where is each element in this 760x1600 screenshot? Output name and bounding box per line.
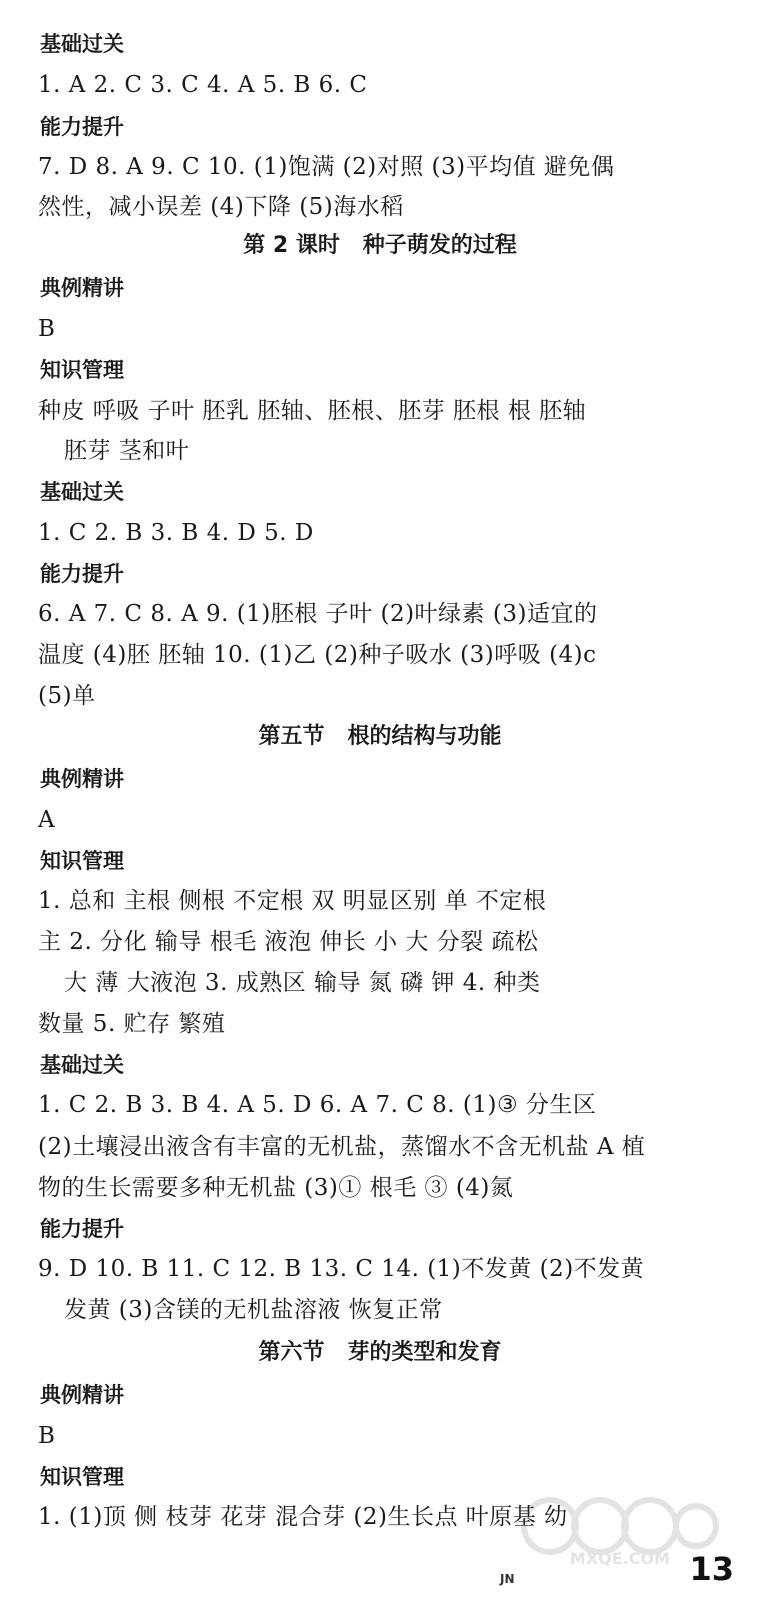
answer-line: 1. C 2. B 3. B 4. D 5. D [38, 520, 314, 546]
watermark-text: MXQE.COM [569, 1549, 671, 1568]
answer-line: 1. 总和 主根 侧根 不定根 双 明显区别 单 不定根 [38, 888, 547, 914]
section-title: 第六节 芽的类型和发育 [258, 1340, 502, 1365]
answer-line: 大 薄 大液泡 3. 成熟区 输导 氮 磷 钾 4. 种类 [64, 970, 541, 996]
section-heading-example: 典例精讲 [40, 276, 124, 300]
answer-line: 主 2. 分化 输导 根毛 液泡 伸长 小 大 分裂 疏松 [38, 929, 539, 955]
answer-line: 9. D 10. B 11. C 12. B 13. C 14. (1)不发黄 (2)不发黄 [38, 1256, 645, 1282]
section-heading-advanced: 能力提升 [40, 1217, 124, 1241]
answer-line: 1. (1)顶 侧 枝芽 花芽 混合芽 (2)生长点 叶原基 幼 [38, 1504, 568, 1530]
answer-line: B [38, 316, 56, 342]
section-heading-knowledge: 知识管理 [40, 1465, 124, 1489]
section-title: 第五节 根的结构与功能 [258, 724, 502, 749]
answer-line: (5)单 [38, 683, 96, 709]
lesson-title: 第 2 课时 种子萌发的过程 [243, 233, 517, 258]
answer-line: (2)土壤浸出液含有丰富的无机盐，蒸馏水不含无机盐 A 植 [38, 1134, 646, 1160]
answer-line: 然性，减小误差 (4)下降 (5)海水稻 [38, 194, 404, 220]
answer-line: 6. A 7. C 8. A 9. (1)胚根 子叶 (2)叶绿素 (3)适宜的 [38, 601, 598, 627]
answer-line: 温度 (4)胚 胚轴 10. (1)乙 (2)种子吸水 (3)呼吸 (4)c [38, 642, 597, 668]
section-heading-example: 典例精讲 [40, 767, 124, 791]
page-number: 13 [689, 1550, 734, 1588]
answer-line: 种皮 呼吸 子叶 胚乳 胚轴、胚根、胚芽 胚根 根 胚轴 [38, 398, 587, 424]
answer-line: 物的生长需要多种无机盐 (3)① 根毛 ③ (4)氮 [38, 1175, 514, 1201]
answer-line: 1. A 2. C 3. C 4. A 5. B 6. C [38, 72, 368, 98]
section-heading-basic: 基础过关 [40, 32, 124, 56]
answer-line: 发黄 (3)含镁的无机盐溶液 恢复正常 [64, 1297, 443, 1323]
section-heading-advanced: 能力提升 [40, 562, 124, 586]
answer-line: 胚芽 茎和叶 [64, 438, 190, 464]
section-heading-basic: 基础过关 [40, 480, 124, 504]
section-heading-knowledge: 知识管理 [40, 358, 124, 382]
section-heading-advanced: 能力提升 [40, 115, 124, 139]
answer-line: 数量 5. 贮存 繁殖 [38, 1011, 226, 1037]
answer-line: 1. C 2. B 3. B 4. A 5. D 6. A 7. C 8. (1)③ 分生区 [38, 1092, 597, 1118]
answer-line: A [38, 807, 56, 833]
footer-code: JN [500, 1572, 515, 1586]
section-heading-example: 典例精讲 [40, 1383, 124, 1407]
section-heading-basic: 基础过关 [40, 1053, 124, 1077]
section-heading-knowledge: 知识管理 [40, 849, 124, 873]
answer-line: B [38, 1423, 56, 1449]
answer-line: 7. D 8. A 9. C 10. (1)饱满 (2)对照 (3)平均值 避免偶 [38, 154, 615, 180]
